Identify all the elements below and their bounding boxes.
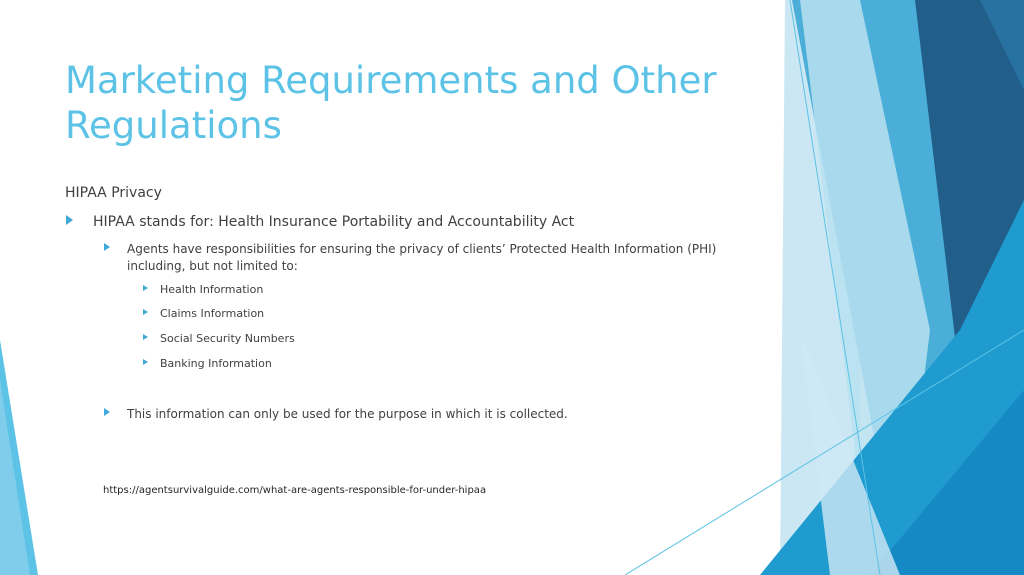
bullet-level3-item: Social Security Numbers: [160, 332, 295, 345]
bullet-level2-line2: including, but not limited to:: [127, 259, 298, 273]
section-heading: HIPAA Privacy: [65, 185, 162, 201]
bullet-level3-item: Banking Information: [160, 357, 272, 370]
bullet-level3-item: Claims Information: [160, 307, 265, 320]
triangle-bullet-icon: [143, 334, 148, 340]
source-url[interactable]: https://agentsurvivalguide.com/what-are-agents-responsible-for-under-hipaa: [103, 485, 487, 496]
bullet-level1: HIPAA stands for: Health Insurance Portability and Accountability Act: [93, 214, 575, 230]
triangle-bullet-icon: [104, 408, 110, 416]
triangle-bullet-icon: [66, 215, 73, 225]
decor-shape-left-sliver-light: [0, 380, 30, 575]
triangle-bullet-icon: [104, 243, 110, 251]
slide-title: Marketing Requirements and Other Regulations: [65, 59, 717, 147]
triangle-bullet-icon: [143, 285, 148, 291]
bullet-level2-second: This information can only be used for the purpose in which it is collected.: [127, 407, 568, 421]
triangle-bullet-icon: [143, 309, 148, 315]
bullet-level3-item: Health Information: [160, 283, 264, 296]
triangle-bullet-icon: [143, 359, 148, 365]
bullet-level2-line1: Agents have responsibilities for ensuring the privacy of clients’ Protected Health Information (PHI): [127, 242, 717, 256]
